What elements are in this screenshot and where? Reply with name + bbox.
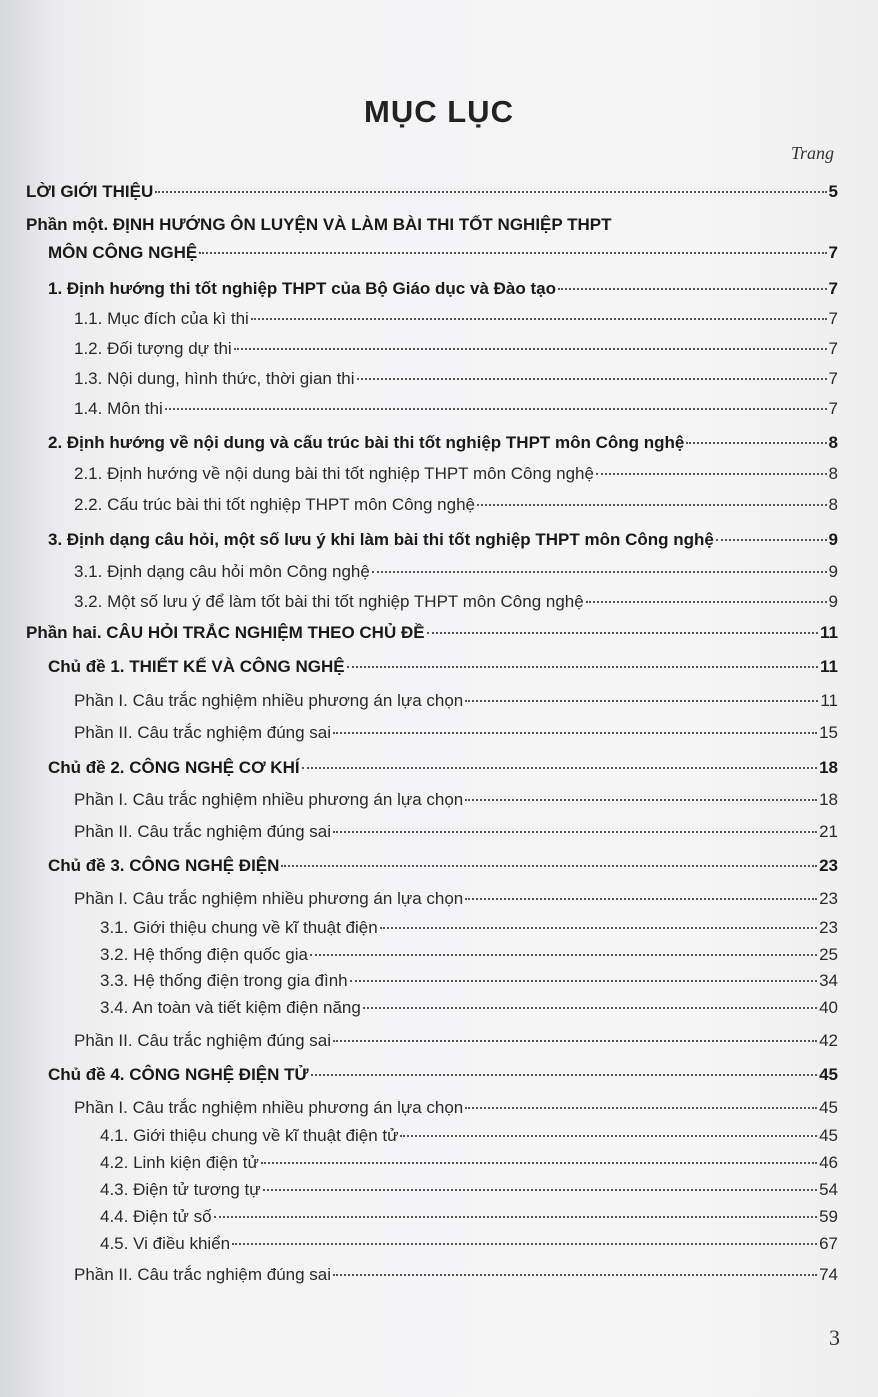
toc-entry: 3.1. Giới thiệu chung về kĩ thuật điện 23 (100, 918, 838, 937)
toc-entry: 4.5. Vi điều khiển 67 (100, 1234, 838, 1253)
toc-entry: 4.2. Linh kiện điện tử 46 (100, 1153, 838, 1172)
toc-entry: Phần I. Câu trắc nghiệm nhiều phương án lựa chọn 45 (74, 1098, 838, 1117)
toc-entry: 1.3. Nội dung, hình thức, thời gian thi 7 (74, 369, 838, 388)
toc-entry: 1. Định hướng thi tốt nghiệp THPT của Bộ Giáo dục và Đào tạo 7 (48, 279, 838, 298)
toc-entry: Phần II. Câu trắc nghiệm đúng sai 21 (74, 822, 838, 841)
page-title: MỤC LỤC (364, 94, 514, 129)
toc-entry: Phần hai. CÂU HỎI TRẮC NGHIỆM THEO CHỦ ĐỀ 11 (26, 623, 838, 642)
toc-entry: Phần II. Câu trắc nghiệm đúng sai 42 (74, 1031, 838, 1050)
toc-entry: 3.2. Một số lưu ý để làm tốt bài thi tốt nghiệp THPT môn Công nghệ 9 (74, 592, 838, 611)
toc-entry: 3.4. An toàn và tiết kiệm điện năng 40 (100, 998, 838, 1017)
toc-entry: 3.3. Hệ thống điện trong gia đình 34 (100, 971, 838, 990)
page-column-header: Trang (790, 143, 834, 163)
toc-entry: 3.2. Hệ thống điện quốc gia 25 (100, 945, 838, 964)
toc-entry: Chủ đề 1. THIẾT KẾ VÀ CÔNG NGHỆ 11 (48, 657, 838, 676)
toc-entry: 4.3. Điện tử tương tự 54 (100, 1180, 838, 1199)
toc-entry-heading: Phần một. ĐỊNH HƯỚNG ÔN LUYỆN VÀ LÀM BÀI THI TỐT NGHIỆP THPT (26, 215, 612, 234)
toc-entry: Phần I. Câu trắc nghiệm nhiều phương án lựa chọn 23 (74, 889, 838, 908)
toc-entry: Phần I. Câu trắc nghiệm nhiều phương án lựa chọn 11 (74, 691, 838, 710)
toc-entry: 2.1. Định hướng về nội dung bài thi tốt nghiệp THPT môn Công nghệ 8 (74, 464, 838, 483)
toc-entry: MÔN CÔNG NGHỆ 7 (48, 243, 838, 262)
toc-entry: 1.2. Đối tượng dự thi 7 (74, 339, 838, 358)
toc-entry: 1.4. Môn thi 7 (74, 399, 838, 418)
toc-entry: Chủ đề 4. CÔNG NGHỆ ĐIỆN TỬ 45 (48, 1065, 838, 1084)
toc-entry: Phần II. Câu trắc nghiệm đúng sai 15 (74, 723, 838, 742)
toc-entry: 3.1. Định dạng câu hỏi môn Công nghệ 9 (74, 562, 838, 581)
toc-entry: 4.4. Điện tử số 59 (100, 1207, 838, 1226)
toc-entry: Chủ đề 3. CÔNG NGHỆ ĐIỆN 23 (48, 856, 838, 875)
toc-entry: 2.2. Cấu trúc bài thi tốt nghiệp THPT môn Công nghệ 8 (74, 495, 838, 514)
toc-entry: Phần II. Câu trắc nghiệm đúng sai 74 (74, 1265, 838, 1284)
toc-entry: 4.1. Giới thiệu chung về kĩ thuật điện tử 45 (100, 1126, 838, 1145)
toc-entry: Phần I. Câu trắc nghiệm nhiều phương án lựa chọn 18 (74, 790, 838, 809)
toc-entry: LỜI GIỚI THIỆU 5 (26, 182, 838, 201)
toc-entry: 3. Định dạng câu hỏi, một số lưu ý khi làm bài thi tốt nghiệp THPT môn Công nghệ 9 (48, 530, 838, 549)
toc-entry: Chủ đề 2. CÔNG NGHỆ CƠ KHÍ 18 (48, 758, 838, 777)
page-number: 3 (829, 1325, 840, 1350)
toc-entry: 2. Định hướng về nội dung và cấu trúc bài thi tốt nghiệp THPT môn Công nghệ 8 (48, 433, 838, 452)
toc-entry: 1.1. Mục đích của kì thi 7 (74, 309, 838, 328)
